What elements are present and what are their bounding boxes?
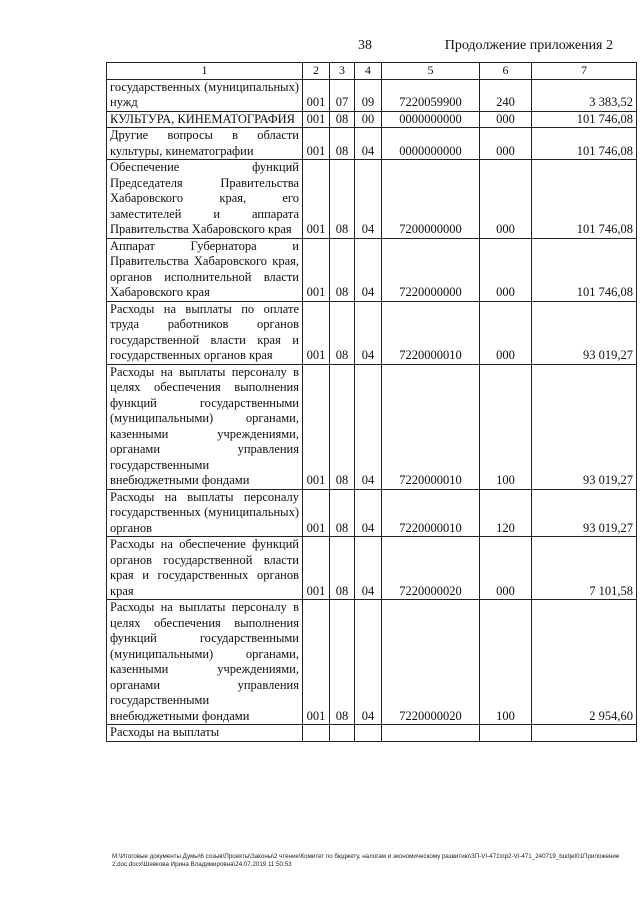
- cell-target: 7220000020: [382, 600, 480, 725]
- col-header: 3: [330, 63, 355, 80]
- col-header: 1: [107, 63, 303, 80]
- cell-section: 08: [330, 238, 355, 301]
- table-row: [107, 111, 637, 128]
- header-row: [107, 63, 637, 80]
- table-row: [107, 537, 637, 600]
- cell-expense-type: [480, 725, 532, 742]
- cell-code: 001: [303, 160, 330, 239]
- row-name: Расходы на выплаты персоналу государственных (муниципальных) органов: [107, 489, 303, 537]
- cell-code: 001: [303, 489, 330, 537]
- row-name: Расходы на выплаты персоналу в целях обеспечения выполнения функций государственными (муниципальными) органами, казенными учреждениями, органами управления государственными внебюджетными фондами: [107, 364, 303, 489]
- cell-amount: 93 019,27: [532, 489, 637, 537]
- cell-amount: 101 746,08: [532, 128, 637, 160]
- cell-amount: 93 019,27: [532, 364, 637, 489]
- cell-expense-type: 000: [480, 537, 532, 600]
- table-row: [107, 160, 637, 239]
- cell-subsection: 04: [355, 160, 382, 239]
- col-header: 4: [355, 63, 382, 80]
- col-header: 5: [382, 63, 480, 80]
- cell-target: 7220000010: [382, 489, 480, 537]
- cell-amount: [532, 725, 637, 742]
- row-name: КУЛЬТУРА, КИНЕМАТОГРАФИЯ: [107, 111, 303, 128]
- cell-section: [330, 725, 355, 742]
- row-name: Другие вопросы в области культуры, кинематографии: [107, 128, 303, 160]
- cell-target: 7220000020: [382, 537, 480, 600]
- cell-expense-type: 000: [480, 301, 532, 364]
- cell-section: 08: [330, 160, 355, 239]
- row-name: Расходы на выплаты по оплате труда работников органов государственной власти края и государственных органов края: [107, 301, 303, 364]
- page-number: 38: [358, 38, 372, 53]
- col-header: 7: [532, 63, 637, 80]
- col-header: 6: [480, 63, 532, 80]
- cell-subsection: 00: [355, 111, 382, 128]
- cell-code: 001: [303, 600, 330, 725]
- cell-expense-type: 000: [480, 160, 532, 239]
- table-row: [107, 301, 637, 364]
- table-row: [107, 725, 637, 742]
- cell-amount: 93 019,27: [532, 301, 637, 364]
- cell-expense-type: 000: [480, 128, 532, 160]
- cell-expense-type: 100: [480, 600, 532, 725]
- cell-target: 7220000010: [382, 364, 480, 489]
- row-name: Расходы на выплаты: [107, 725, 303, 742]
- cell-code: 001: [303, 301, 330, 364]
- cell-target: 7220000010: [382, 301, 480, 364]
- cell-subsection: 04: [355, 128, 382, 160]
- cell-amount: 7 101,58: [532, 537, 637, 600]
- cell-expense-type: 240: [480, 79, 532, 111]
- cell-section: 08: [330, 537, 355, 600]
- cell-target: 7200000000: [382, 160, 480, 239]
- cell-section: 08: [330, 364, 355, 489]
- cell-subsection: 04: [355, 489, 382, 537]
- table-row: [107, 238, 637, 301]
- table-row: [107, 600, 637, 725]
- row-name: Аппарат Губернатора и Правительства Хабаровского края, органов исполнительной власти Хабаровского края: [107, 238, 303, 301]
- cell-subsection: 04: [355, 537, 382, 600]
- row-name: Расходы на выплаты персоналу в целях обеспечения выполнения функций государственными (муниципальными) органами, казенными учреждениями, органами управления государственными внебюджетными фондами: [107, 600, 303, 725]
- cell-section: 08: [330, 301, 355, 364]
- cell-subsection: 04: [355, 301, 382, 364]
- cell-subsection: [355, 725, 382, 742]
- cell-section: 08: [330, 600, 355, 725]
- cell-target: 0000000000: [382, 111, 480, 128]
- cell-section: 08: [330, 489, 355, 537]
- table-row: [107, 128, 637, 160]
- footer-file-path: M:\Итоговые документы Думы\6 созыв\Проекты\Законы\2 чтение\Комитет по бюджету, налогам и экономическому развитию\ЗП-VI-471\пр2-VI-471_240719_budjet01Приложение 2.doc.docx\Шевкова Ирина Владимировна\24.07.2019 11:50:53: [112, 853, 620, 868]
- cell-code: 001: [303, 364, 330, 489]
- cell-code: [303, 725, 330, 742]
- cell-target: 7220000000: [382, 238, 480, 301]
- row-name: государственных (муниципальных) нужд: [107, 79, 303, 111]
- cell-subsection: 04: [355, 238, 382, 301]
- cell-expense-type: 100: [480, 364, 532, 489]
- cell-target: [382, 725, 480, 742]
- cell-subsection: 04: [355, 364, 382, 489]
- cell-amount: 101 746,08: [532, 111, 637, 128]
- cell-amount: 2 954,60: [532, 600, 637, 725]
- table-row: [107, 489, 637, 537]
- cell-code: 001: [303, 111, 330, 128]
- cell-code: 001: [303, 238, 330, 301]
- cell-code: 001: [303, 79, 330, 111]
- cell-target: 0000000000: [382, 128, 480, 160]
- cell-section: 08: [330, 111, 355, 128]
- cell-code: 001: [303, 537, 330, 600]
- cell-expense-type: 120: [480, 489, 532, 537]
- cell-section: 07: [330, 79, 355, 111]
- cell-amount: 101 746,08: [532, 238, 637, 301]
- table-row: [107, 79, 637, 111]
- table-row: [107, 364, 637, 489]
- cell-subsection: 04: [355, 600, 382, 725]
- row-name: Расходы на обеспечение функций органов государственной власти края и государственных органов края: [107, 537, 303, 600]
- cell-expense-type: 000: [480, 238, 532, 301]
- row-name: Обеспечение функций Председателя Правительства Хабаровского края, его заместителей и аппарата Правительства Хабаровского края: [107, 160, 303, 239]
- cell-amount: 3 383,52: [532, 79, 637, 111]
- cell-amount: 101 746,08: [532, 160, 637, 239]
- cell-target: 7220059900: [382, 79, 480, 111]
- continuation-label: Продолжение приложения 2: [444, 38, 613, 53]
- cell-section: 08: [330, 128, 355, 160]
- col-header: 2: [303, 63, 330, 80]
- cell-code: 001: [303, 128, 330, 160]
- cell-expense-type: 000: [480, 111, 532, 128]
- budget-table: [106, 62, 637, 742]
- cell-subsection: 09: [355, 79, 382, 111]
